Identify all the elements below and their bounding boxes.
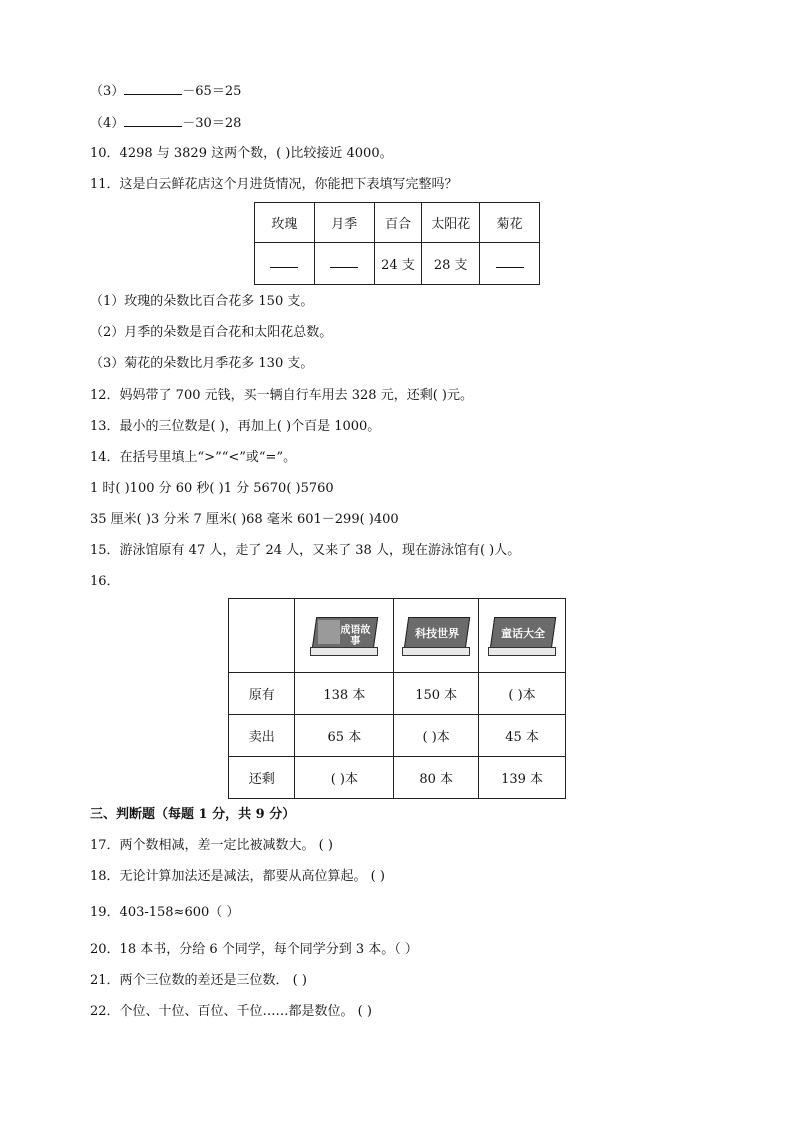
- q9-4: [90, 114, 241, 133]
- book-value-blank[interactable]: ( )本: [479, 673, 566, 715]
- flower-value: 24 支: [374, 243, 422, 285]
- question-11-1: （1）玫瑰的朵数比百合花多 150 支。: [90, 294, 314, 309]
- flower-table: [254, 202, 540, 285]
- q9-4-prefix: （4）: [90, 116, 125, 131]
- book-value-blank[interactable]: ( )本: [295, 757, 394, 799]
- book-icon: [400, 615, 472, 657]
- flower-header: 太阳花: [422, 203, 480, 243]
- q9-4-suffix: －30＝28: [182, 116, 242, 131]
- question-22: 22．个位、十位、百位、千位……都是数位。 ( ): [90, 1004, 372, 1019]
- row-label: 还剩: [229, 757, 295, 799]
- question-20: 20．18 本书，分给 6 个同学，每个同学分到 3 本。（ ）: [90, 942, 418, 957]
- book-value: 150 本: [394, 673, 479, 715]
- question-11-3: （3）菊花的朵数比月季花多 130 支。: [90, 356, 314, 371]
- question-14: 14．在括号里填上“>”“<”或“=”。: [90, 450, 297, 465]
- book-value: 139 本: [479, 757, 566, 799]
- answer-blank[interactable]: [270, 255, 298, 268]
- book-value: 65 本: [295, 715, 394, 757]
- answer-blank[interactable]: [124, 114, 182, 127]
- question-11: 11．这是白云鲜花店这个月进货情况，你能把下表填写完整吗？: [90, 177, 458, 192]
- question-14-row-1: 1 时( )100 分 60 秒( )1 分 5670( )5760: [90, 481, 334, 496]
- question-16: 16．: [90, 574, 120, 589]
- book-table: [228, 598, 566, 799]
- answer-blank[interactable]: [124, 82, 182, 95]
- book-value: 45 本: [479, 715, 566, 757]
- question-19: 19．403-158≈600（ ）: [90, 905, 240, 920]
- book-cell: [295, 599, 394, 673]
- book-title: 童话大全: [501, 626, 546, 640]
- question-11-2: （2）月季的朵数是百合花和太阳花总数。: [90, 325, 333, 340]
- question-13: 13．最小的三位数是( )，再加上( )个百是 1000。: [90, 419, 381, 434]
- row-label: 卖出: [229, 715, 295, 757]
- question-15: 15．游泳馆原有 47 人，走了 24 人，又来了 38 人，现在游泳馆有( )人。: [90, 543, 521, 558]
- q9-3: [90, 82, 241, 101]
- question-21: 21．两个三位数的差还是三位数． ( ): [90, 973, 307, 988]
- q9-3-suffix: －65＝25: [182, 84, 242, 99]
- question-14-row-2: 35 厘米( )3 分米 7 厘米( )68 毫米 601－299( )400: [90, 512, 399, 527]
- question-10: 10．4298 与 3829 这两个数，( )比较接近 4000。: [90, 146, 393, 161]
- q9-3-prefix: （3）: [90, 84, 125, 99]
- flower-value-blank[interactable]: [255, 243, 315, 285]
- book-title: 科技世界: [415, 626, 460, 640]
- book-title: 成语故事: [340, 624, 371, 647]
- flower-header: 月季: [314, 203, 374, 243]
- question-18: 18．无论计算加法还是减法，都要从高位算起。 ( ): [90, 869, 385, 884]
- book-cell: [479, 599, 566, 673]
- question-12: 12．妈妈带了 700 元钱，买一辆自行车用去 328 元，还剩( )元。: [90, 388, 473, 403]
- flower-value-blank[interactable]: [480, 243, 540, 285]
- book-value: 80 本: [394, 757, 479, 799]
- book-icon: [308, 615, 380, 657]
- book-value-blank[interactable]: ( )本: [394, 715, 479, 757]
- flower-value-blank[interactable]: [314, 243, 374, 285]
- book-cell: [394, 599, 479, 673]
- flower-header: 玫瑰: [255, 203, 315, 243]
- question-17: 17．两个数相减，差一定比被减数大。 ( ): [90, 838, 333, 853]
- answer-blank[interactable]: [496, 255, 524, 268]
- row-label: 原有: [229, 673, 295, 715]
- book-value: 138 本: [295, 673, 394, 715]
- flower-header: 百合: [374, 203, 422, 243]
- answer-blank[interactable]: [330, 255, 358, 268]
- corner-cell: [229, 599, 295, 673]
- book-icon: [486, 615, 558, 657]
- flower-value: 28 支: [422, 243, 480, 285]
- flower-header: 菊花: [480, 203, 540, 243]
- section-3-heading: 三、判断题（每题 1 分，共 9 分）: [90, 807, 296, 822]
